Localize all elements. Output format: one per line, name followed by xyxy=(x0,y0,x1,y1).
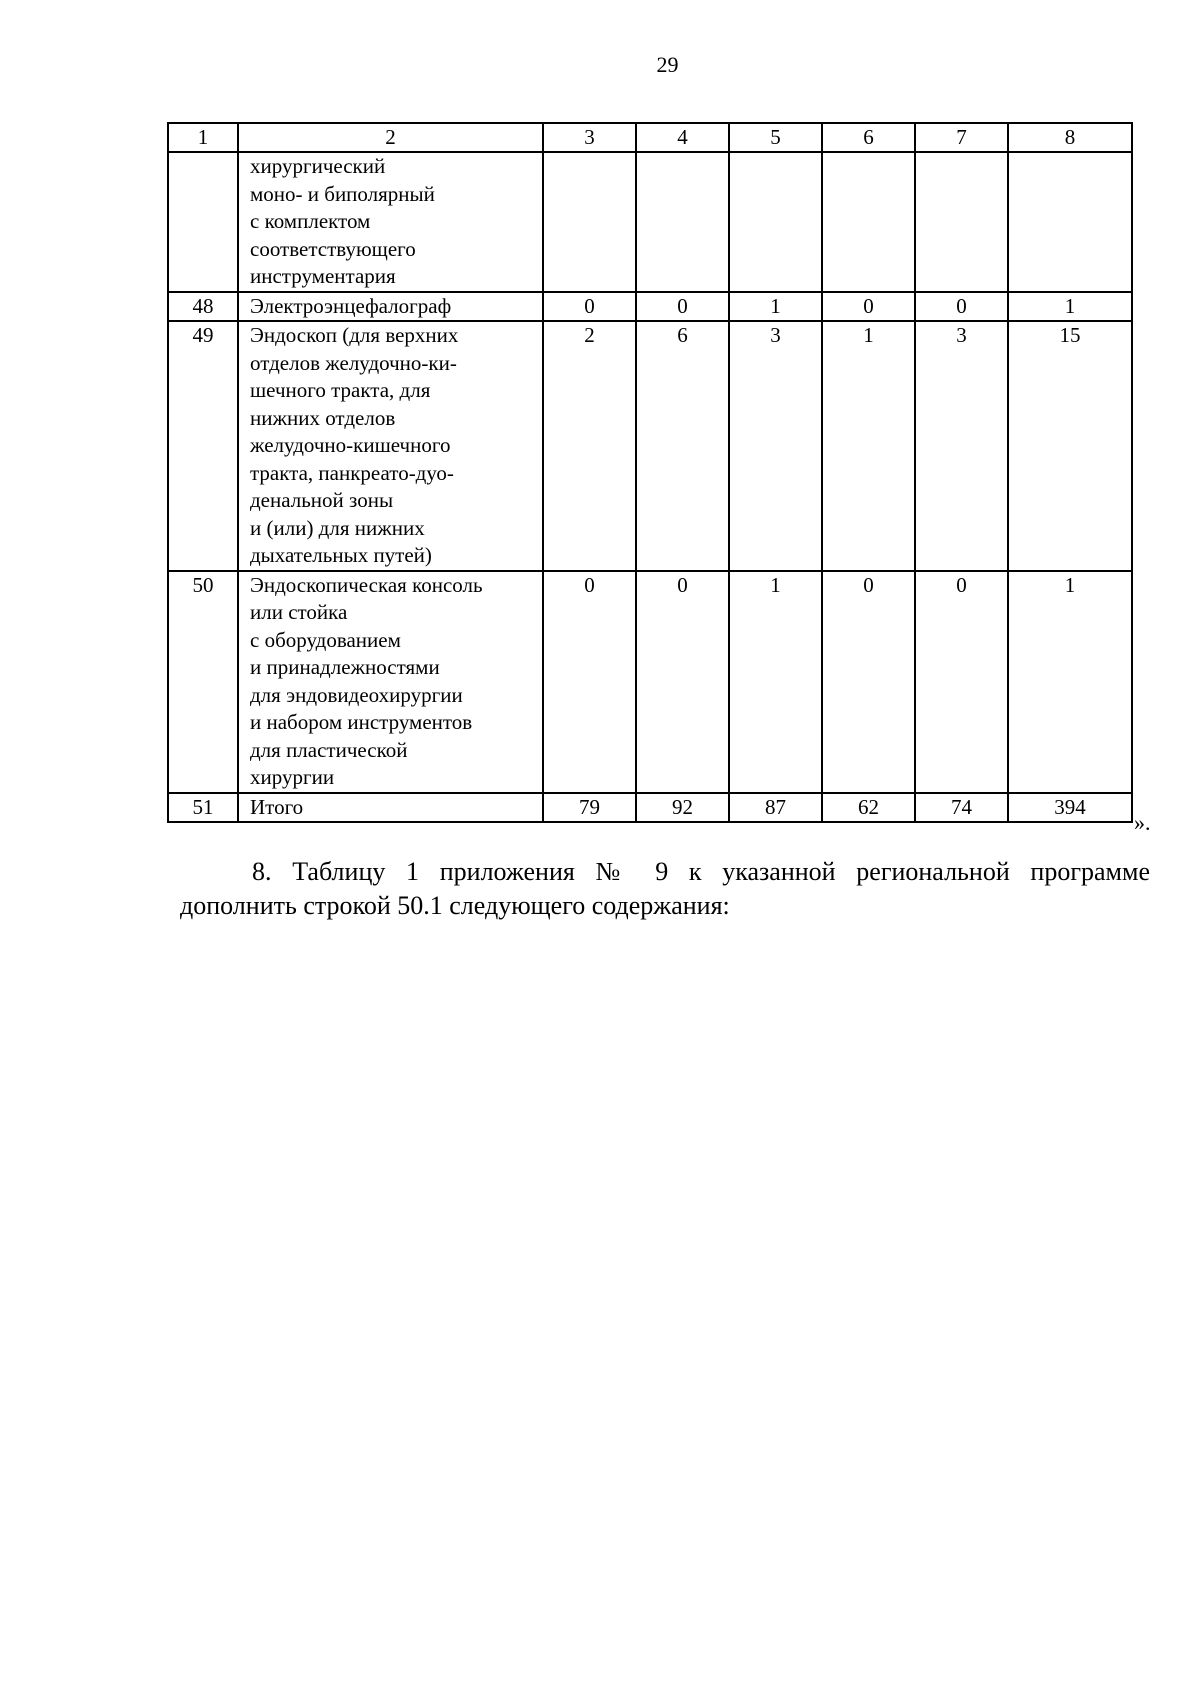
header-cell: 1 xyxy=(168,123,238,152)
name-line: или стойка xyxy=(250,600,348,624)
row-name-cell xyxy=(238,321,543,571)
value-cell: 0 xyxy=(543,292,636,322)
name-line: инструментария xyxy=(250,264,396,288)
value-cell: 0 xyxy=(636,292,729,322)
row-name-cell xyxy=(238,152,543,292)
table-row xyxy=(168,571,1132,793)
header-cell: 8 xyxy=(1008,123,1132,152)
name-line: с комплектом xyxy=(250,209,371,233)
name-line: Эндоскоп (для верхних xyxy=(250,323,459,347)
value-cell: 79 xyxy=(543,793,636,823)
value-cell: 3 xyxy=(729,321,822,571)
value-cell: 1 xyxy=(822,321,915,571)
amendment-paragraph xyxy=(180,855,1150,923)
header-cell: 4 xyxy=(636,123,729,152)
row-number-cell: 51 xyxy=(168,793,238,823)
page-number: 29 xyxy=(656,52,679,77)
value-cell: 6 xyxy=(636,321,729,571)
name-line: Электроэнцефалограф xyxy=(250,293,452,318)
row-number-cell xyxy=(168,152,238,292)
name-line: соответствующего xyxy=(250,236,416,261)
value-cell: 2 xyxy=(543,321,636,571)
name-line: отделов желудочно-ки- xyxy=(250,350,457,375)
name-line: нижних отделов xyxy=(250,405,396,430)
value-cell: 0 xyxy=(915,292,1008,322)
value-cell: 15 xyxy=(1008,321,1132,571)
table-row xyxy=(168,292,1132,322)
value-cell: 1 xyxy=(1008,292,1132,322)
value-cell: 394 xyxy=(1008,793,1132,823)
header-cell: 6 xyxy=(822,123,915,152)
paragraph-line: 8. Таблицу 1 приложения № 9 к указанной региональной программе xyxy=(252,857,1150,886)
name-line: моно- и биполярный xyxy=(250,181,435,206)
name-line: и набором инструментов xyxy=(250,710,473,734)
row-number-cell: 48 xyxy=(168,292,238,322)
value-cell: 87 xyxy=(729,793,822,823)
table-row xyxy=(168,321,1132,571)
value-cell: 0 xyxy=(822,292,915,322)
row-name-cell xyxy=(238,571,543,793)
header-cell: 2 xyxy=(238,123,543,152)
name-line: хирургический xyxy=(250,154,386,178)
table-header-row xyxy=(168,123,1132,152)
name-line: желудочно-кишечного xyxy=(250,433,451,457)
equipment-table xyxy=(167,122,1133,823)
value-cell: 62 xyxy=(822,793,915,823)
value-cell: 1 xyxy=(729,292,822,322)
row-name-cell xyxy=(238,292,543,322)
paragraph-line: дополнить строкой 50.1 следующего содержания: xyxy=(180,891,730,920)
value-cell: 0 xyxy=(915,571,1008,793)
table-row-total xyxy=(168,793,1132,823)
name-line: хирургии xyxy=(250,765,335,789)
value-cell: 0 xyxy=(636,571,729,793)
name-line: шечного тракта, для xyxy=(250,378,431,402)
name-line: и принадлежностями xyxy=(250,655,440,679)
name-line: для эндовидеохирургии xyxy=(250,682,463,707)
value-cell: 1 xyxy=(729,571,822,793)
closing-quote: ». xyxy=(1134,810,1151,835)
name-line: дыхательных путей) xyxy=(250,543,432,567)
name-line: денальной зоны xyxy=(250,488,394,512)
row-name-cell xyxy=(238,793,543,823)
header-cell: 5 xyxy=(729,123,822,152)
table-row-continued xyxy=(168,152,1132,292)
value-cell: 1 xyxy=(1008,571,1132,793)
name-line: Итого xyxy=(250,794,304,819)
value-cell: 0 xyxy=(822,571,915,793)
name-line: с оборудованием xyxy=(250,627,401,652)
name-line: тракта, панкреато-дуо- xyxy=(250,460,454,485)
value-cell xyxy=(822,152,915,292)
value-cell: 92 xyxy=(636,793,729,823)
value-cell: 74 xyxy=(915,793,1008,823)
value-cell xyxy=(636,152,729,292)
value-cell: 3 xyxy=(915,321,1008,571)
header-cell: 3 xyxy=(543,123,636,152)
value-cell xyxy=(729,152,822,292)
name-line: и (или) для нижних xyxy=(250,515,425,540)
name-line: Эндоскопическая консоль xyxy=(250,572,483,597)
row-number-cell: 49 xyxy=(168,321,238,571)
value-cell xyxy=(1008,152,1132,292)
row-number-cell: 50 xyxy=(168,571,238,793)
value-cell: 0 xyxy=(543,571,636,793)
value-cell xyxy=(543,152,636,292)
header-cell: 7 xyxy=(915,123,1008,152)
value-cell xyxy=(915,152,1008,292)
name-line: для пластической xyxy=(250,737,408,762)
